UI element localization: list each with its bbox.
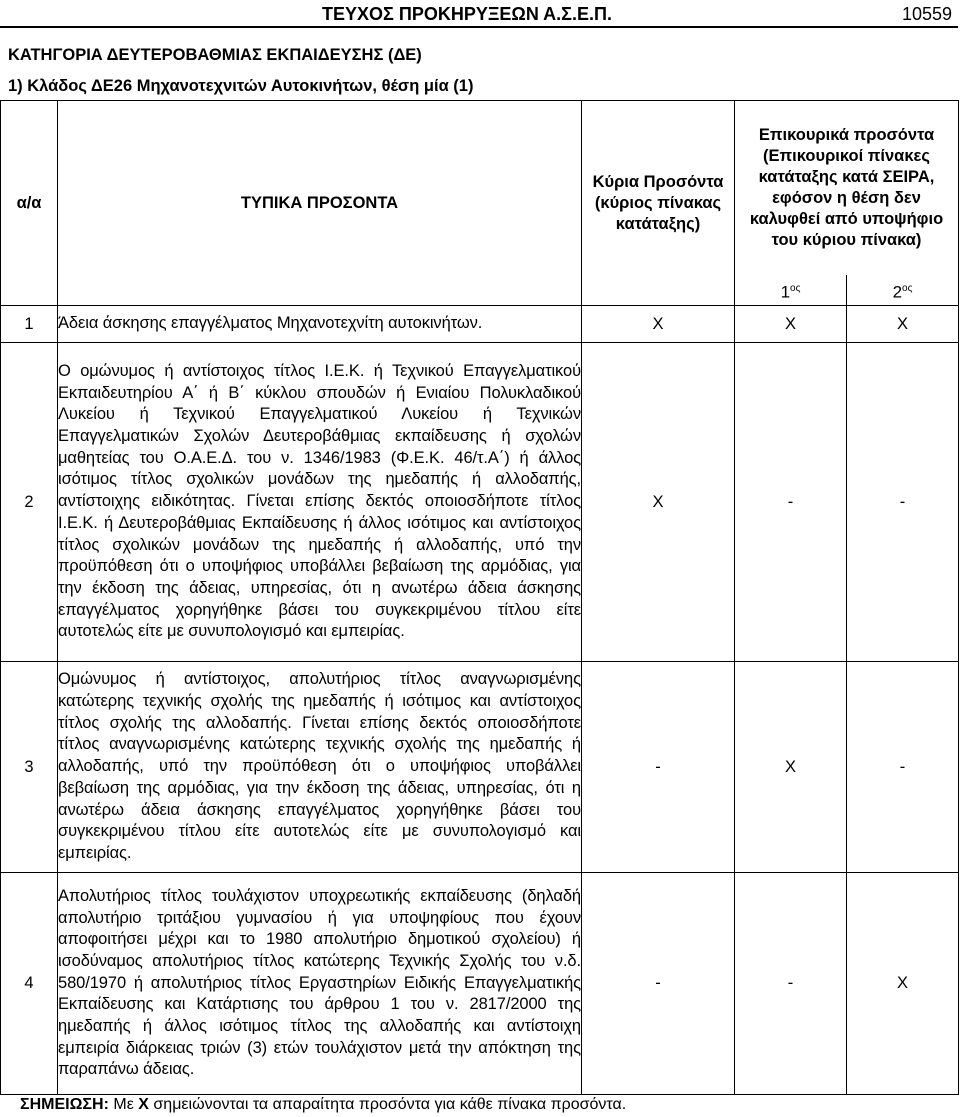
row-mark-sec1: Χ: [735, 306, 847, 343]
row-mark-main: Χ: [582, 343, 735, 662]
footnote: [20, 1096, 626, 1114]
col-header-epikourika: Επικουρικά προσόντα (Επικουρικοί πίνακες κατάταξης κατά ΣΕΙΡΑ, εφόσον η θέση δεν καλυφθεί από υποψήφιο του κύριου πίνακα): [735, 101, 959, 275]
qualifications-table: [0, 100, 959, 1095]
row-text: Ο ομώνυμος ή αντίστοιχος τίτλος Ι.Ε.Κ. ή Τεχνικού Επαγγελματικού Εκπαιδευτηρίου Α΄ ή Β΄ κύκλου σπουδών ή Ενιαίου Πολυκλαδικού Λυκείου ή Τεχνικού Επαγγελματικού Λυκείου ή Τεχνικών Επαγγελματικών Σχολών Δευτεροβάθμιας εκπαίδευσης ή σχολών μαθητείας του Ο.Α.Ε.Δ. του ν. 1346/1983 (Φ.Ε.Κ. 46/τ.Α΄) ή άλλος ισότιμος τίτλος σχολικών μονάδων της ημεδαπής ή αλλοδαπής, αντίστοιχης ειδικότητας. Γίνεται επίσης δεκτός οποιοσδήποτε τίτλος Ι.Ε.Κ. ή Δευτεροβάθμιας Εκπαίδευσης ή άλλος ισότιμος και αντίστοιχος τίτλος σχολικών μονάδων της ημεδαπής ή αλλοδαπής, υπό την προϋπόθεση ότι ο υποψήφιος υποβάλλει βεβαίωση της αρμόδιας, για την έκδοση της άδειας, υπηρεσίας, ότι η ανωτέρω άδεια άσκησης επαγγέλματος χορηγήθηκε βάσει του συγκεκριμένου τίτλου είτε αυτοτελώς είτε με συνυπολογισμό και εμπειρίας.: [58, 343, 582, 662]
row-mark-sec1: -: [735, 873, 847, 1095]
table-row: [1, 873, 959, 1095]
row-mark-sec1: -: [735, 343, 847, 662]
footnote-label: ΣΗΜΕΙΩΣΗ:: [20, 1096, 109, 1113]
table-row: [1, 306, 959, 343]
row-text: Άδεια άσκησης επαγγέλματος Μηχανοτεχνίτη αυτοκινήτων.: [58, 306, 582, 343]
branch-heading: 1) Κλάδος ΔΕ26 Μηχανοτεχνιτών Αυτοκινήτων, θέση μία (1): [8, 77, 474, 95]
row-text: Ομώνυμος ή αντίστοιχος, απολυτήριος τίτλος αναγνωρισμένης κατώτερης τεχνικής σχολής της ημεδαπής ή ισότιμος και αντίστοιχος τίτλος σχολής της αλλοδαπής. Γίνεται επίσης δεκτός οποιοσδήποτε τίτλος αναγνωρισμένης κατώτερης τεχνικής σχολής της ημεδαπής ή αλλοδαπής, υπό την προϋπόθεση ότι ο υποψήφιος υποβάλλει βεβαίωση της αρμόδιας, για την έκδοση της άδειας, υπηρεσίας, ότι η ανωτέρω άδεια άσκησης επαγγέλματος χορηγήθηκε βάσει του συγκεκριμένου τίτλου είτε αυτοτελώς είτε με συνυπολογισμό και εμπειρίας.: [58, 662, 582, 873]
table-row: [1, 662, 959, 873]
col-header-ord-1: $1^{o\varsigma}$: [735, 275, 847, 306]
row-number: 1: [1, 306, 58, 343]
row-mark-sec2: Χ: [847, 306, 959, 343]
col-header-typika: ΤΥΠΙΚΑ ΠΡΟΣΟΝΤΑ: [58, 101, 582, 306]
row-mark-main: -: [582, 873, 735, 1095]
footnote-mark: Χ: [138, 1096, 149, 1113]
category-heading: ΚΑΤΗΓΟΡΙΑ ΔΕΥΤΕΡΟΒΑΘΜΙΑΣ ΕΚΠΑΙΔΕΥΣΗΣ (ΔΕ): [8, 46, 422, 64]
footnote-text-after: σημειώνονται τα απαραίτητα προσόντα για κάθε πίνακα προσόντα.: [153, 1096, 627, 1113]
row-mark-sec2: -: [847, 343, 959, 662]
col-header-kyria: Κύρια Προσόντα (κύριος πίνακας κατάταξης): [582, 101, 735, 306]
row-mark-main: Χ: [582, 306, 735, 343]
row-mark-main: -: [582, 662, 735, 873]
row-number: 4: [1, 873, 58, 1095]
row-mark-sec2: Χ: [847, 873, 959, 1095]
row-number: 3: [1, 662, 58, 873]
col-header-ord-2: $2^{o\varsigma}$: [847, 275, 959, 306]
row-mark-sec1: Χ: [735, 662, 847, 873]
page-number: 10559: [901, 4, 952, 24]
header-divider: [0, 26, 958, 28]
journal-title: ΤΕΥΧΟΣ ΠΡΟΚΗΡΥΞΕΩΝ Α.Σ.Ε.Π.: [322, 4, 612, 24]
row-text: Απολυτήριος τίτλος τουλάχιστον υποχρεωτικής εκπαίδευσης (δηλαδή απολυτήριο τριτάξιου γυμνασίου ή για υποψηφίους που έχουν αποφοιτήσει μέχρι και το 1980 απολυτήριο δημοτικού σχολείου) ή ισοδύναμος απολυτήριος τίτλος κατώτερης Τεχνικής Σχολής του ν.δ. 580/1970 ή απολυτήριος τίτλος Εργαστηρίων Ειδικής Επαγγελματικής Εκπαίδευσης και Κατάρτισης του άρθρου 1 του ν. 2817/2000 της ημεδαπής ή άλλος ισότιμος τίτλος της αλλοδαπής και αντίστοιχη εμπειρία διάρκειας τριών (3) ετών τουλάχιστον μετά την απόκτηση της παραπάνω άδειας.: [58, 873, 582, 1095]
col-header-aa: α/α: [1, 101, 58, 306]
table-row: [1, 343, 959, 662]
footnote-text-before: Με: [113, 1096, 134, 1113]
row-number: 2: [1, 343, 58, 662]
page-header: [0, 0, 958, 28]
row-mark-sec2: -: [847, 662, 959, 873]
